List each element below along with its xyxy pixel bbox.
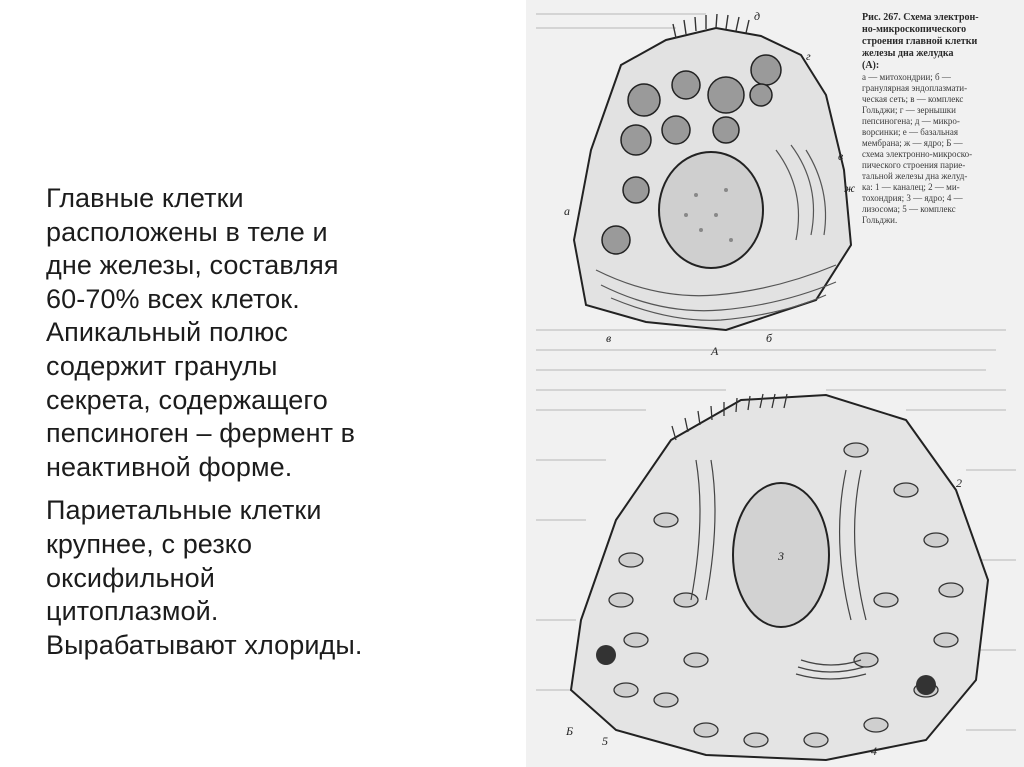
caption-line: тальной железы дна желуд- <box>862 171 968 181</box>
label-a: а <box>564 204 570 218</box>
caption-line: пического строения парие- <box>862 160 966 170</box>
caption-line: Гольджи. <box>862 215 898 225</box>
caption-line: ка: 1 — каналец; 2 — ми- <box>862 182 960 192</box>
caption-line: железы дна желудка <box>862 48 954 59</box>
label-panel-a: А <box>711 344 719 358</box>
cell-diagram-svg <box>526 0 1024 767</box>
label-b: б <box>766 331 773 345</box>
chief-cell-diagram <box>564 9 855 358</box>
caption-line: но-микроскопического <box>862 24 967 35</box>
caption-line: строения главной клетки <box>862 36 978 47</box>
parietal-cell-diagram <box>565 394 988 760</box>
label-4: 4 <box>871 744 877 758</box>
parietal-cells-paragraph: Париетальные клетки крупнее, с резко оксифильной цитоплазмой. Вырабатывают хлориды. <box>46 495 363 660</box>
label-g: г <box>806 49 811 63</box>
caption-line: Рис. 267. Схема электрон- <box>862 12 979 23</box>
cell-diagram-figure <box>526 0 1024 767</box>
figure-caption <box>862 12 979 225</box>
caption-line: тохондрия; 3 — ядро; 4 — <box>862 193 963 203</box>
caption-line: ворсинки; е — базальная <box>862 127 958 137</box>
caption-line: пепсиногена; д — микро- <box>862 116 960 126</box>
caption-line: (А): <box>862 60 880 71</box>
label-2: 2 <box>956 476 962 490</box>
caption-line: ческая сеть; в — комплекс <box>862 94 964 104</box>
label-zh: ж <box>844 181 856 195</box>
caption-line: лизосома; 5 — комплекс <box>862 204 956 214</box>
slide-text <box>46 182 486 672</box>
label-v-bottom: в <box>606 331 612 345</box>
label-v: в <box>838 149 844 163</box>
label-panel-b: Б <box>566 724 574 738</box>
label-5: 5 <box>602 734 608 748</box>
label-d: д <box>754 9 761 23</box>
caption-line: схема электронно-микроско- <box>862 149 973 159</box>
caption-line: мембрана; ж — ядро; Б — <box>862 138 963 148</box>
label-3: 3 <box>778 549 784 563</box>
caption-line: Гольджи; г — зернышки <box>862 105 956 115</box>
chief-cells-paragraph: Главные клетки расположены в теле и дне железы, составляя 60-70% всех клеток. Апикальный полюс содержит гранулы секрета, содержащего пепсиноген – фермент в неактивной форме. <box>46 183 356 482</box>
caption-line: гранулярная эндоплазмати- <box>862 83 968 93</box>
caption-line: а — митохондрии; б — <box>862 72 951 82</box>
